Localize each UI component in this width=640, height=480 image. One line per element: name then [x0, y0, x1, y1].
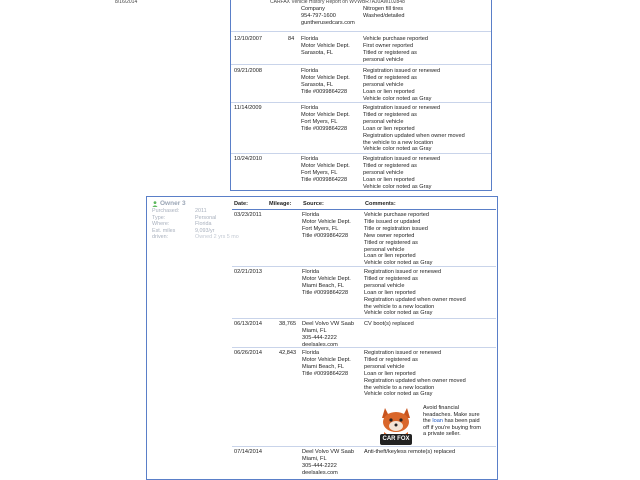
source-line: Title #0099864228 — [301, 176, 348, 183]
owner-label: Where: — [152, 221, 170, 227]
comment-line: Titled or registered as — [363, 162, 417, 169]
source-line: Fort Myers, FL — [302, 225, 339, 232]
owner-value: 2011 — [195, 208, 207, 214]
record-date: 02/21/2013 — [234, 269, 262, 275]
comment-line: Loan or lien reported — [363, 125, 415, 132]
owner-value: Florida — [195, 221, 212, 227]
comment-line: personal vehicle — [364, 282, 405, 289]
tip-line: headaches. Make sure — [423, 411, 480, 418]
owner-title-text: Owner 3 — [160, 200, 186, 207]
record-source — [302, 321, 354, 349]
tip-word: has been paid — [444, 418, 480, 425]
source-line: Motor Vehicle Dept. — [302, 356, 351, 363]
record-source — [301, 156, 350, 184]
comment-line: Registration issued or renewed — [363, 68, 441, 74]
source-line: Motor Vehicle Dept. — [301, 111, 350, 118]
comment-line: personal vehicle — [363, 81, 404, 88]
record-date: 12/10/2007 — [234, 36, 262, 42]
source-line: 954-797-1600 — [301, 12, 336, 19]
record-mileage: 42,843 — [279, 350, 297, 356]
comment-line: Registration issued or renewed — [364, 350, 442, 356]
source-line: Fort Myers, FL — [301, 169, 338, 176]
source-line: Title #0099864228 — [302, 232, 349, 239]
comment-line: Vehicle color noted as Gray — [363, 183, 432, 190]
record-date: 03/23/2011 — [234, 212, 262, 218]
source-line: Sarasota, FL — [301, 49, 334, 56]
record-mileage: 38,765 — [279, 321, 297, 327]
owner2-history-box — [230, 0, 492, 191]
comment-line: the vehicle to a new location — [363, 139, 434, 146]
carfox-mascot — [376, 404, 416, 448]
record-date: 09/21/2008 — [234, 68, 262, 74]
source-line: Miami Beach, FL — [302, 282, 344, 289]
record-date: 06/13/2014 — [234, 321, 262, 327]
row-divider — [232, 347, 496, 348]
source-line: Florida — [301, 36, 319, 42]
owner-value: Personal — [195, 214, 217, 221]
record-comments — [364, 321, 414, 328]
comment-line: Titled or registered as — [363, 74, 417, 81]
comment-line: Vehicle purchase reported — [364, 212, 429, 218]
record-source — [301, 68, 350, 96]
source-line: Fort Myers, FL — [301, 118, 338, 125]
col-header-comments: Comments: — [365, 201, 396, 207]
record-comments — [363, 105, 465, 153]
comment-line: the vehicle to a new location — [364, 303, 435, 310]
source-line: Miami, FL — [302, 455, 327, 462]
source-line: Title #0099864228 — [302, 289, 349, 296]
source-line: deelsales.com — [302, 469, 338, 476]
source-line: Motor Vehicle Dept. — [301, 74, 350, 81]
source-line: 305-444-2222 — [302, 462, 337, 469]
tip-line: a private seller. — [423, 431, 461, 438]
comment-line: New owner reported — [364, 232, 415, 239]
owner-title — [152, 200, 186, 207]
comment-line: Titled or registered as — [364, 356, 418, 363]
record-date: 11/14/2009 — [234, 105, 262, 111]
comment-line: personal vehicle — [364, 363, 405, 370]
col-header-source: Source: — [303, 201, 324, 207]
record-source — [302, 449, 354, 477]
top-record-source — [301, 6, 355, 27]
source-line: 305-444-2222 — [302, 334, 337, 341]
source-line: Florida — [301, 68, 319, 74]
owner3-summary — [148, 198, 239, 246]
record-date: 07/14/2014 — [234, 449, 262, 455]
comment-line: Vehicle color noted as Gray — [364, 391, 433, 398]
comment-line: personal vehicle — [364, 246, 405, 253]
comment-line: Registration issued or renewed — [364, 269, 442, 275]
owner-value: 9,093/yr — [195, 227, 215, 234]
row-divider — [232, 318, 496, 319]
comment-line: Registration issued or renewed — [363, 156, 441, 162]
record-comments — [364, 212, 432, 267]
comment-line: Loan or lien reported — [364, 253, 416, 260]
comment-line: Nitrogen fill tires — [363, 6, 404, 12]
record-source — [302, 212, 351, 240]
top-record-comments — [363, 6, 404, 20]
source-line: Miami, FL — [302, 327, 327, 334]
row-divider — [232, 446, 496, 447]
comment-line: Vehicle color noted as Gray — [364, 310, 433, 317]
comment-line: Loan or lien reported — [364, 289, 416, 296]
comment-line: personal vehicle — [363, 169, 404, 176]
comment-line: Vehicle color noted as Gray — [363, 146, 432, 153]
record-source — [302, 269, 351, 297]
record-comments — [363, 68, 440, 103]
source-line: Motor Vehicle Dept. — [301, 42, 350, 49]
owner-label: Est. miles driven: — [152, 227, 176, 240]
record-comments — [363, 36, 428, 64]
tip-line: off if you're buying from — [423, 424, 481, 431]
comment-line: personal vehicle — [363, 56, 404, 63]
comment-line: Washed/detailed — [363, 12, 405, 19]
source-line: Florida — [302, 350, 320, 356]
owner-label: Type: — [152, 214, 166, 221]
row-divider — [231, 31, 491, 32]
row-divider — [231, 64, 491, 65]
comment-line: Registration updated when owner moved — [363, 132, 465, 139]
record-comments — [364, 449, 455, 456]
comment-line: Vehicle color noted as Gray — [364, 260, 433, 267]
source-line: deelsales.com — [302, 341, 338, 348]
carfox-tip-text — [423, 405, 481, 438]
source-line: Deel Volvo VW Saab — [302, 449, 354, 455]
row-divider — [231, 102, 491, 103]
comment-line: Anti-theft/keyless remote(s) replaced — [364, 449, 456, 455]
source-line: Title #0099864228 — [301, 88, 348, 95]
comment-line: personal vehicle — [363, 118, 404, 125]
comment-line: CV boot(s) replaced — [364, 321, 414, 327]
comment-line: Titled or registered as — [363, 111, 417, 118]
comment-line: Title or registration issued — [364, 225, 428, 232]
source-line: Motor Vehicle Dept. — [301, 162, 350, 169]
comment-line: Registration issued or renewed — [363, 105, 441, 111]
comment-line: Titled or registered as — [364, 239, 418, 246]
comment-line: the vehicle to a new location — [364, 384, 435, 391]
row-divider — [232, 266, 496, 267]
tip-line: Avoid financial — [423, 405, 459, 411]
record-date: 10/24/2010 — [234, 156, 262, 162]
source-line: Motor Vehicle Dept. — [302, 275, 351, 282]
source-line: Title #0099864228 — [302, 370, 349, 377]
person-icon — [152, 201, 158, 207]
comment-line: Vehicle color noted as Gray — [363, 95, 432, 102]
comment-line: Vehicle purchase reported — [363, 36, 428, 42]
comment-line: First owner reported — [363, 42, 414, 49]
loan-link[interactable]: loan — [432, 418, 443, 425]
comment-line: Registration updated when owner moved — [364, 377, 466, 384]
source-line: Title #0099864228 — [301, 125, 348, 132]
tip-word: the — [423, 418, 431, 425]
comment-line: Titled or registered as — [364, 275, 418, 282]
comment-line: Loan or lien reported — [363, 176, 415, 183]
record-date: 06/26/2014 — [234, 350, 262, 356]
source-line: Florida — [302, 212, 320, 218]
source-line: Deel Volvo VW Saab — [302, 321, 354, 327]
record-mileage: 84 — [288, 36, 295, 42]
record-comments — [364, 350, 466, 398]
comment-line: Loan or lien reported — [364, 370, 416, 377]
source-line: Sarasota, FL — [301, 81, 334, 88]
print-title: CARFAX Vehicle History Report on WVWBR7AJ0AW102848 — [270, 0, 405, 5]
source-line: Miami Beach, FL — [302, 363, 344, 370]
source-line: Motor Vehicle Dept. — [302, 218, 351, 225]
comment-line: Title issued or updated — [364, 218, 421, 225]
source-line: Company — [301, 6, 325, 12]
record-source — [301, 36, 350, 57]
record-comments — [363, 156, 440, 191]
comment-line: Registration updated when owner moved — [364, 296, 466, 303]
carfox-badge: CAR FOX — [382, 436, 410, 442]
record-comments — [364, 269, 466, 317]
source-line: guntherusedcars.com — [301, 19, 355, 26]
comment-line: Titled or registered as — [363, 49, 417, 56]
source-line: Florida — [301, 105, 319, 111]
header-divider — [232, 209, 496, 210]
record-source — [302, 350, 351, 378]
comment-line: Loan or lien reported — [363, 88, 415, 95]
col-header-date: Date: — [234, 201, 248, 207]
owner-value: Owned 2 yrs 5 mo — [195, 234, 239, 240]
tip-line — [423, 418, 481, 425]
print-date: 8/16/2014 — [115, 0, 138, 5]
row-divider — [231, 153, 491, 154]
source-line: Florida — [301, 156, 319, 162]
col-header-mileage: Mileage: — [269, 201, 292, 207]
source-line: Florida — [302, 269, 320, 275]
record-source — [301, 105, 350, 133]
owner-label: Purchased: — [152, 208, 180, 214]
